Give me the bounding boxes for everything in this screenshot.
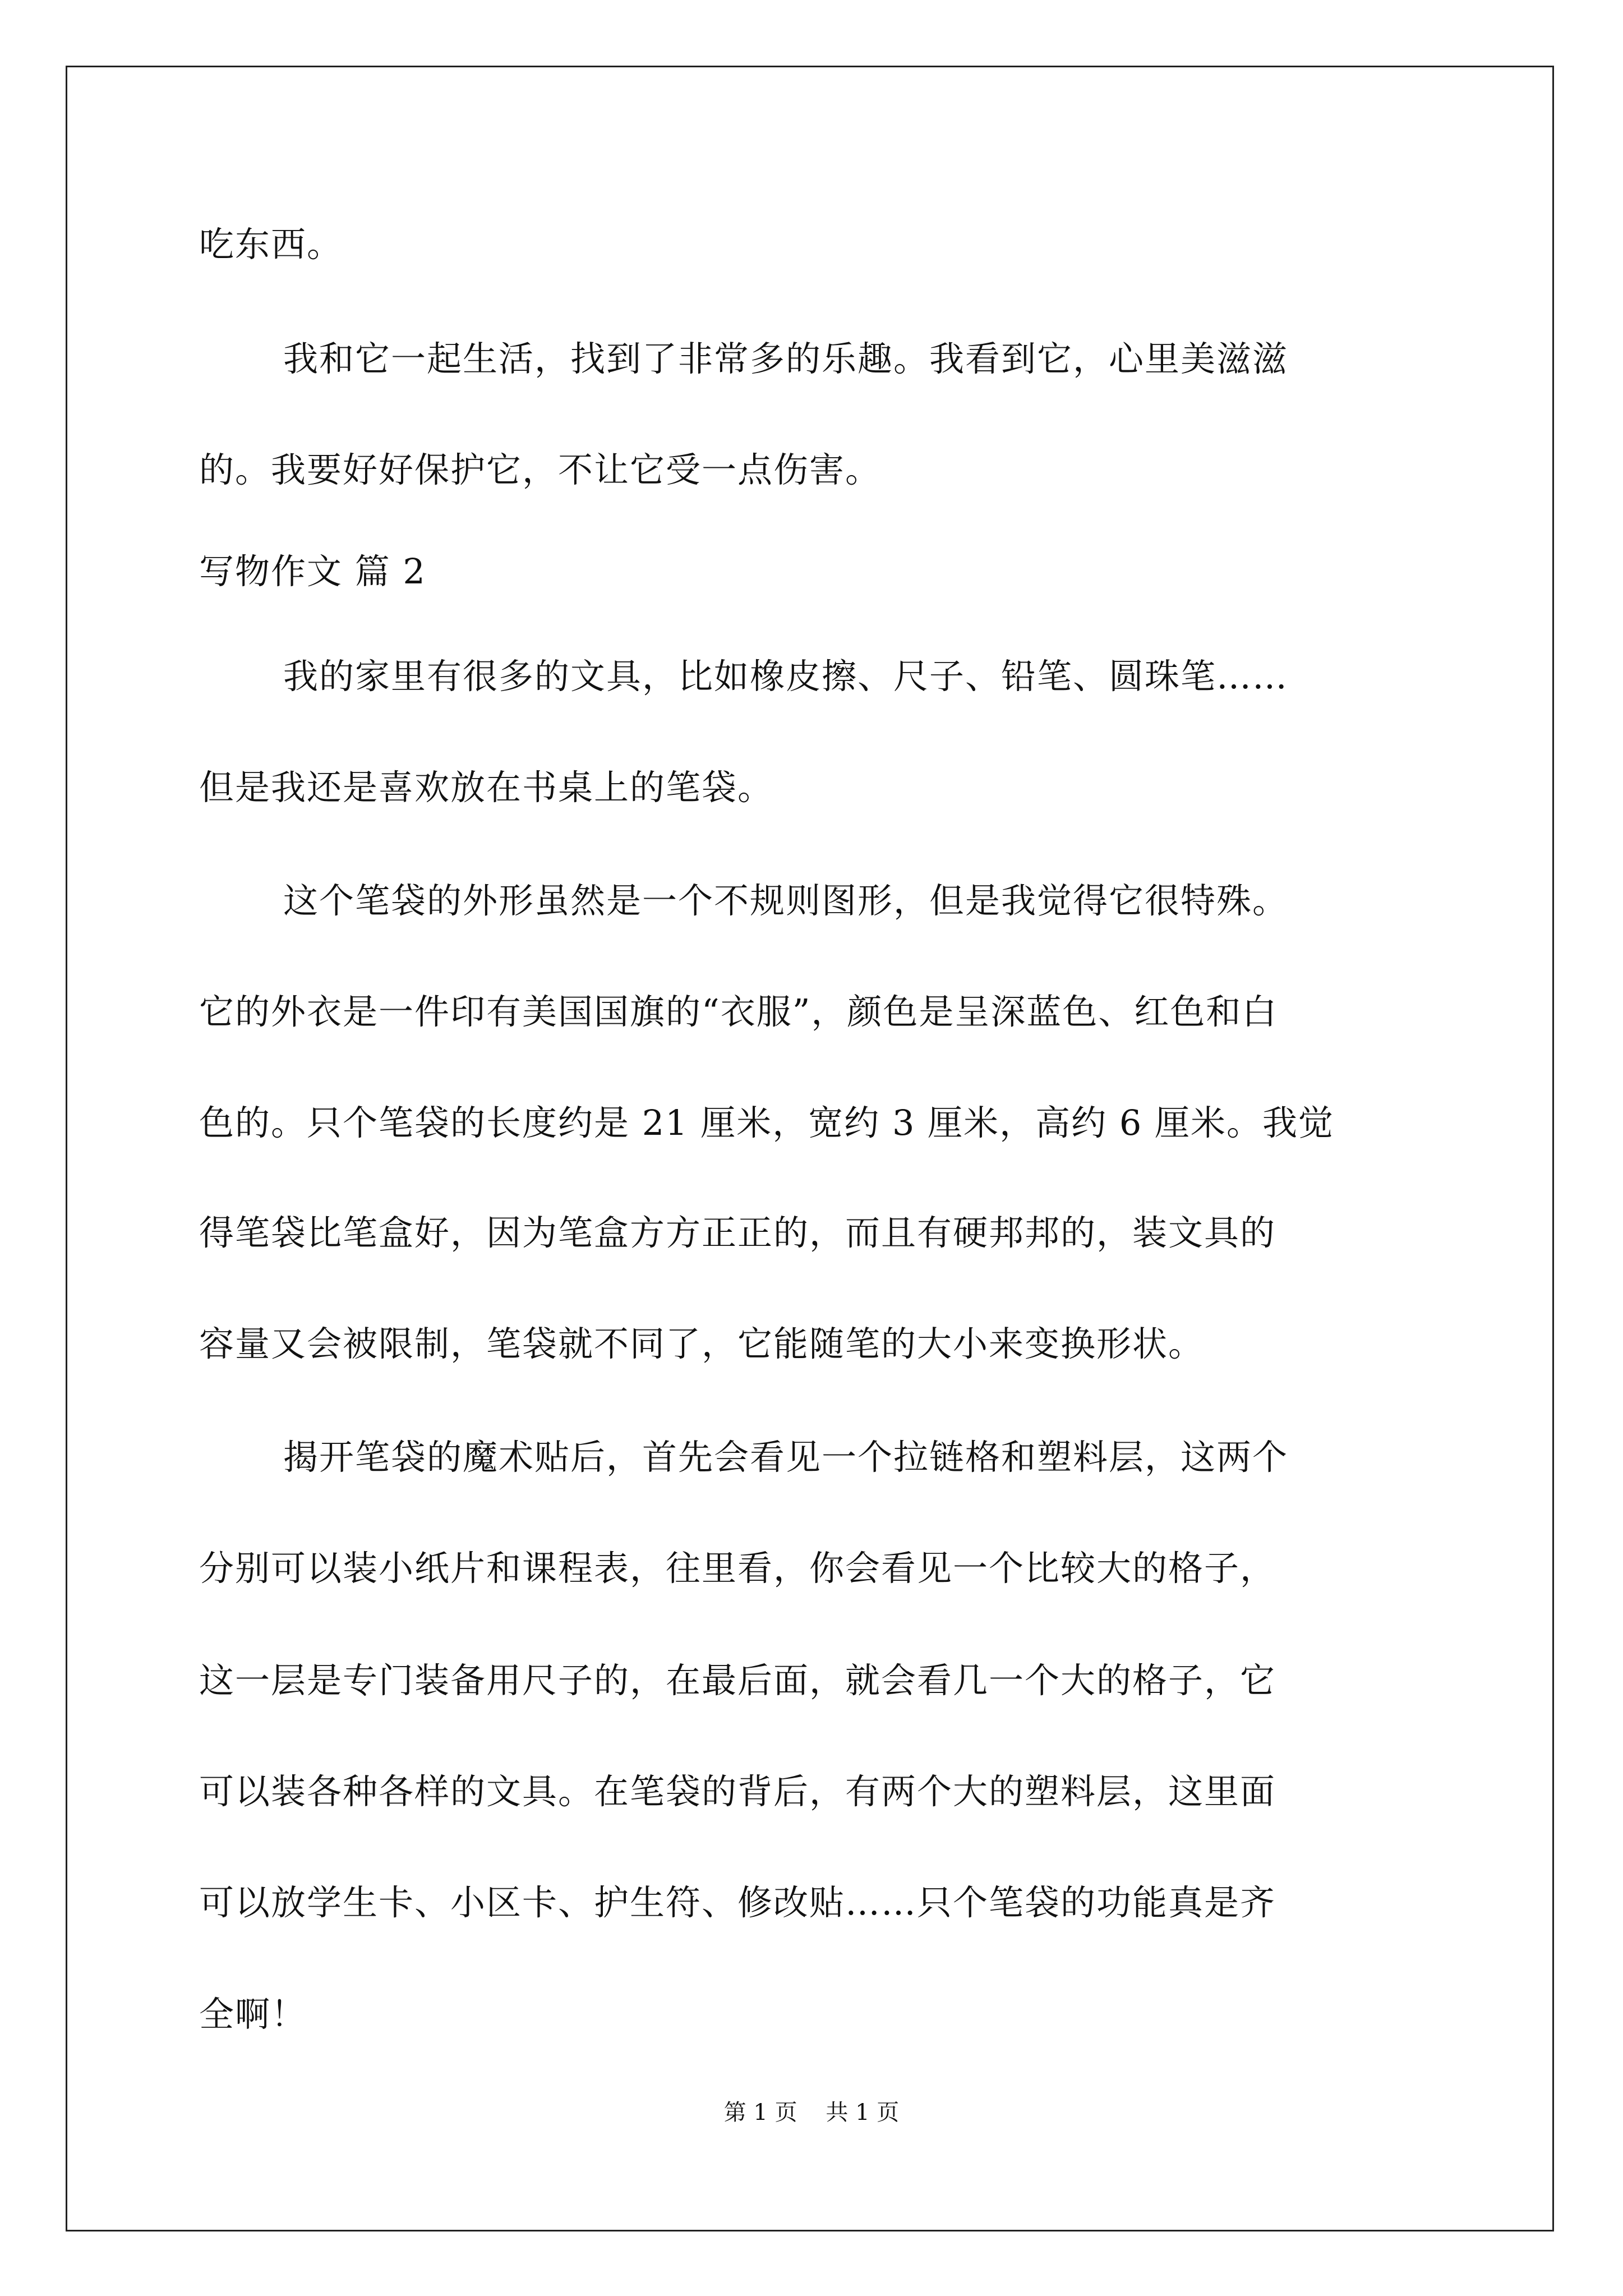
text-line: 它的外衣是一件印有美国国旗的“衣服”，颜色是呈深蓝色、红色和白 <box>199 991 1278 1032</box>
text-line: 揭开笔袋的魔术贴后，首先会看见一个拉链格和塑料层，这两个 <box>283 1437 1289 1478</box>
text-line: 可以装各种各样的文具。在笔袋的背后，有两个大的塑料层，这里面 <box>199 1771 1276 1812</box>
text-line: 分别可以装小纸片和课程表，往里看，你会看见一个比较大的格子， <box>199 1548 1276 1589</box>
text-line: 我的家里有很多的文具，比如橡皮擦、尺子、铅笔、圆珠笔…… <box>283 656 1289 697</box>
text-line: 得笔袋比笔盒好，因为笔盒方方正正的，而且有硬邦邦的，装文具的 <box>199 1212 1276 1253</box>
text-line: 的。我要好好保护它，不让它受一点伤害。 <box>199 449 882 490</box>
text-line: 色的。只个笔袋的长度约是 21 厘米，宽约 3 厘米，高约 6 厘米。我觉 <box>199 1102 1335 1143</box>
text-line: 容量又会被限制，笔袋就不同了，它能随笔的大小来变换形状。 <box>199 1323 1205 1364</box>
text-line: 吃东西。 <box>199 224 343 265</box>
text-line: 全啊！ <box>199 1994 307 2035</box>
section-heading: 写物作文 篇 2 <box>199 551 426 592</box>
text-line: 可以放学生卡、小区卡、护生符、修改贴……只个笔袋的功能真是齐 <box>199 1882 1276 1923</box>
text-line: 我和它一起生活，找到了非常多的乐趣。我看到它，心里美滋滋 <box>283 338 1289 379</box>
page-number-footer: 第 1 页 共 1 页 <box>723 2100 900 2125</box>
text-line: 但是我还是喜欢放在书桌上的笔袋。 <box>199 767 774 808</box>
text-line: 这一层是专门装备用尺子的，在最后面，就会看几一个大的格子，它 <box>199 1660 1276 1701</box>
text-line: 这个笔袋的外形虽然是一个不规则图形，但是我觉得它很特殊。 <box>283 880 1289 921</box>
